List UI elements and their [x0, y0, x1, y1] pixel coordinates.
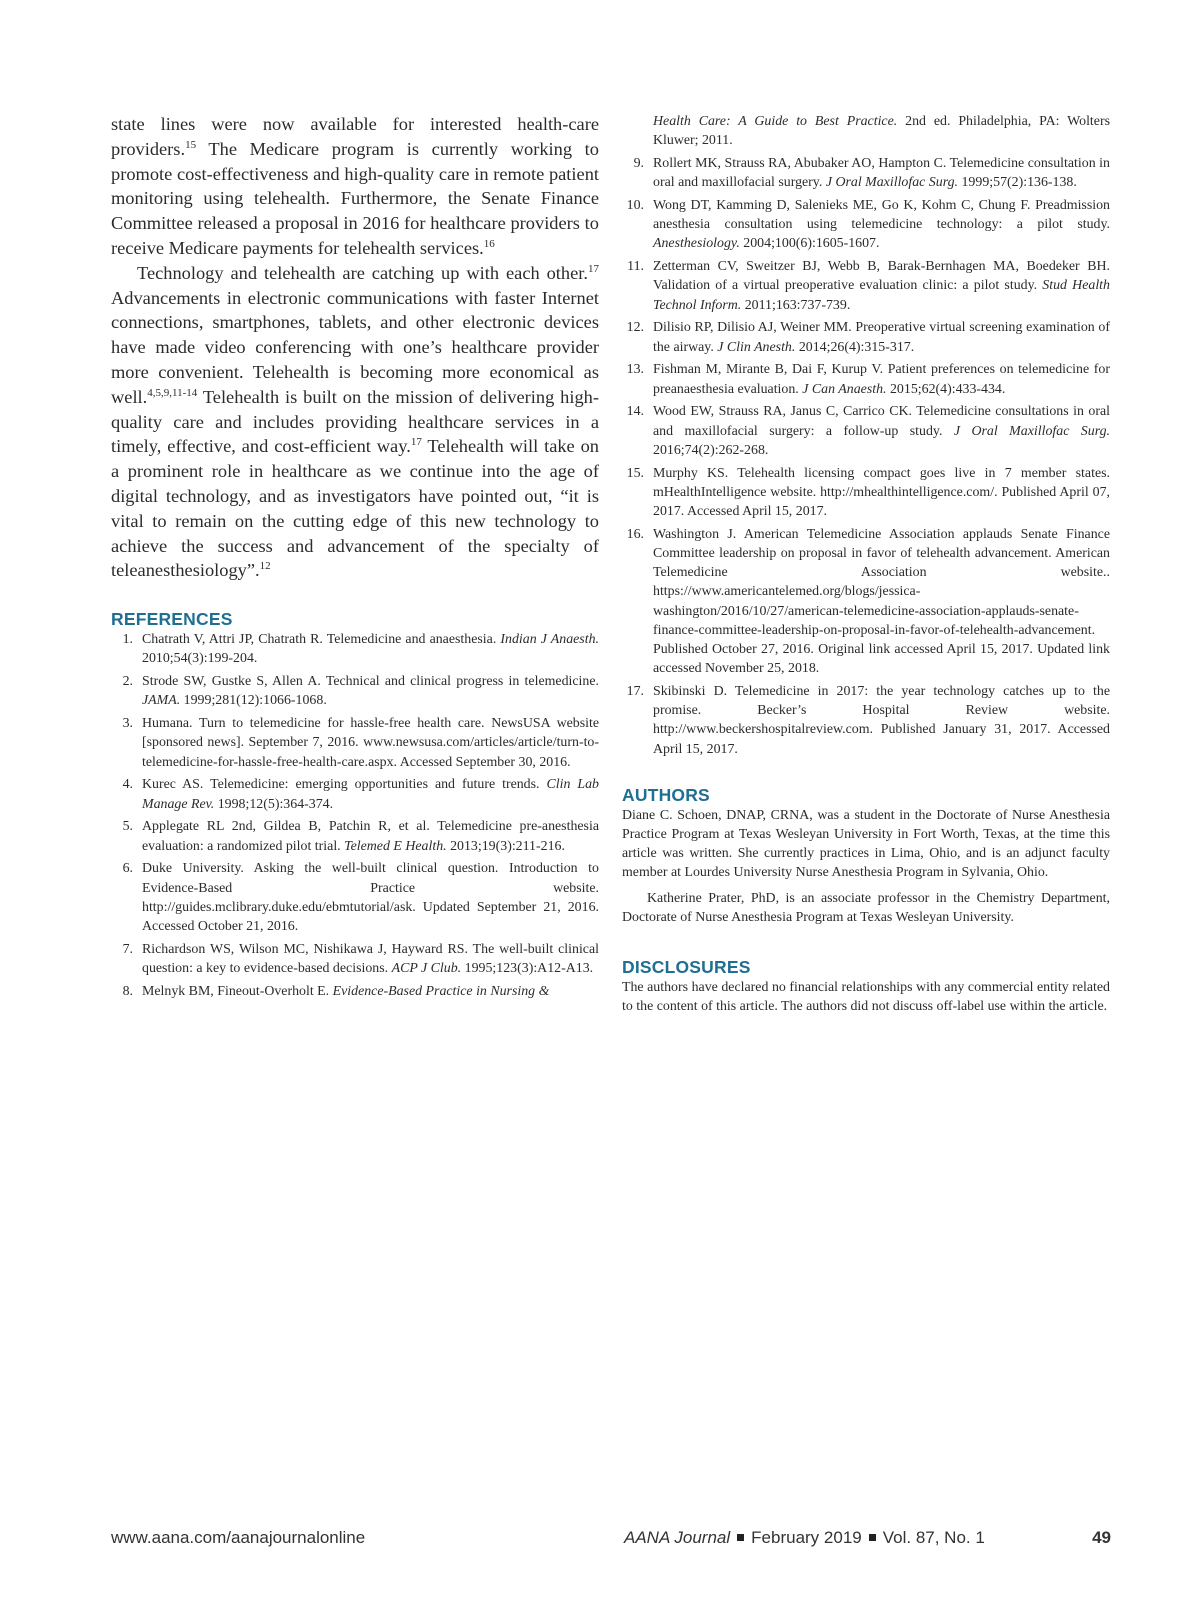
text-run: Skibinski D. Telemedicine in 2017: the year technology catches up to the promise. Becker’s Hospital Review website. http://www.beckershospitalreview.com. Published January 31, 2017. Accessed April 15, 2017. [653, 684, 1110, 757]
reference-number: 6. [122, 861, 133, 877]
left-column [111, 112, 599, 1005]
text-run: The Medicare program is currently working to promote cost-effectiveness and high-quality care in remote patient monitoring using telehealth. Furthermore, the Senate Finance Committee released a proposal in 2016 for healthcare providers to receive Medicare payments for telehealth services. [111, 138, 599, 258]
reference-number: 2. [122, 674, 133, 690]
text-run: Duke University. Asking the well-built clinical question. Introduction to Evidence-Based Practice website. http://guides.mclibrary.duke.edu/ebmtutorial/ask. Updated September 21, 2016. Accessed October 21, 2016. [142, 861, 599, 934]
reference-number: 16. [626, 526, 644, 542]
body-paragraph [111, 261, 599, 583]
citation-superscript: 12 [259, 560, 271, 573]
journal-title: JAMA. [142, 693, 181, 709]
citation-superscript: 17 [588, 262, 599, 275]
text-run: Wong DT, Kamming D, Salenieks ME, Go K, Kohm C, Chung F. Preadmission anesthesia consultation using telemedicine technology: a pilot study. [653, 198, 1110, 233]
text-run: 2004;100(6):1605-1607. [739, 236, 880, 252]
reference-item [622, 257, 1110, 315]
reference-number: 12. [626, 320, 644, 336]
reference-item [111, 940, 599, 978]
authors-heading: AUTHORS [622, 784, 710, 805]
reference-item [622, 525, 1110, 679]
text-run: 2016;74(2):262-268. [653, 442, 769, 458]
journal-title: Stud Health Technol Inform. [653, 278, 1110, 313]
disclosures-text: The authors have declared no financial relationships with any commercial entity related to the content of this article. The authors did not discuss off-label use within the article. [622, 980, 1110, 1015]
text-run: Rollert MK, Strauss RA, Abubaker AO, Hampton C. Telemedicine consultation in oral and maxillofacial surgery. [653, 156, 1110, 191]
text-run: Melnyk BM, Fineout-Overholt E. [142, 983, 333, 999]
author-bio: Diane C. Schoen, DNAP, CRNA, was a student in the Doctorate of Nurse Anesthesia Practice Program at Texas Wesleyan University in Fort Worth, Texas, at the time this article was written. She currently practices in Lima, Ohio, and is an adjunct faculty member at Lourdes University Nurse Anesthesia Program in Sylvania, Ohio. [622, 807, 1110, 881]
reference-number: 17. [626, 684, 644, 700]
reference-number: 1. [122, 632, 133, 648]
text-run: 2013;19(3):211-216. [446, 838, 565, 854]
citation-superscript: 4,5,9,11-14 [147, 386, 198, 399]
text-run: 1995;123(3):A12-A13. [461, 960, 594, 976]
volume-issue: Vol. 87, No. 1 [882, 1528, 985, 1547]
journal-url: www.aana.com/aanajournalonline [111, 1528, 366, 1547]
reference-item [111, 982, 599, 1001]
page-number: 49 [1092, 1528, 1111, 1547]
reference-number: 11. [627, 259, 644, 275]
text-run: Technology and telehealth are catching up with each other. [137, 262, 588, 283]
text-run: 2nd ed. Philadelphia, PA: Wolters Kluwer; 2011. [653, 114, 1110, 149]
text-run: 2014;26(4):315-317. [795, 339, 915, 355]
reference-number: 3. [122, 716, 133, 732]
reference-item [622, 196, 1110, 254]
reference-item [111, 672, 599, 710]
page-footer [111, 1528, 1111, 1554]
citation-superscript: 17 [410, 436, 422, 449]
text-run: state lines were now available for interested health-care providers. [111, 114, 599, 159]
body-text [111, 112, 599, 583]
text-run: Washington J. American Telemedicine Association applauds Senate Finance Committee leadership on proposal in favor of telehealth advancement. American Telemedicine Association website.. https://www.americantelemed.org/blogs/jessica-washington/2016/10/27/american-telemedicine-association-applauds-senate-finance-committee-leadership-on-proposal-in-favor-of-telehealth-advancement. Published October 27, 2016. Original link accessed April 15, 2017. Updated link accessed November 25, 2018. [653, 526, 1110, 677]
journal-title: ACP J Club. [391, 960, 462, 976]
reference-8-continuation [622, 112, 1110, 150]
text-run: Richardson WS, Wilson MC, Nishikawa J, Hayward RS. The well-built clinical question: a key to evidence-based decisions. [142, 941, 599, 976]
journal-name: AANA Journal [624, 1528, 731, 1547]
right-column [622, 112, 1110, 1016]
reference-item [111, 817, 599, 855]
reference-item [111, 775, 599, 813]
text-run: Chatrath V, Attri JP, Chatrath R. Telemedicine and anaesthesia. [142, 632, 501, 648]
square-bullet-icon [869, 1534, 876, 1541]
author-bio: Katherine Prater, PhD, is an associate professor in the Chemistry Department, Doctorate of Nurse Anesthesia Program at Texas Wesleyan University. [622, 890, 1110, 925]
text-run: 2011;163:737-739. [741, 297, 851, 313]
text-run: Fishman M, Mirante B, Dai F, Kurup V. Patient preferences on telemedicine for preanaesthesia evaluation. [653, 362, 1110, 397]
text-run: Strode SW, Gustke S, Allen A. Technical and clinical progress in telemedicine. [142, 674, 599, 690]
journal-title: J Clin Anesth. [717, 339, 796, 355]
text-run: 1999;57(2):136-138. [958, 175, 1077, 191]
text-run: Applegate RL 2nd, Gildea B, Patchin R, et al. Telemedicine pre-anesthesia evaluation: a randomized pilot trial. [142, 819, 599, 854]
text-run: 2015;62(4):433-434. [886, 381, 1006, 397]
reference-number: 5. [122, 819, 133, 835]
text-run: Advancements in electronic communications with faster Internet connections, smartphones, tablets, and other electronic devices have made video conferencing with one’s healthcare provider more convenient. Telehealth is becoming more economical as well. [111, 287, 599, 407]
references-list-left [111, 630, 599, 1001]
text-run: 2010;54(3):199-204. [142, 651, 258, 667]
journal-title: Evidence-Based Practice in Nursing & [332, 983, 550, 999]
citation-superscript: 16 [483, 237, 495, 250]
journal-title: J Can Anaesth. [802, 381, 887, 397]
text-run: Murphy KS. Telehealth licensing compact goes live in 7 member states. mHealthIntelligence website. http://mhealthintelligence.com/. Published April 07, 2017. Accessed April 15, 2017. [653, 465, 1110, 520]
reference-item [622, 464, 1110, 522]
reference-number: 10. [626, 198, 644, 213]
journal-issue-info [624, 1528, 985, 1548]
reference-number: 15. [626, 465, 644, 481]
reference-number: 14. [626, 404, 644, 420]
reference-number: 4. [122, 777, 133, 793]
square-bullet-icon [737, 1534, 744, 1541]
reference-item [622, 154, 1110, 192]
text-run: Kurec AS. Telemedicine: emerging opportunities and future trends. [142, 777, 547, 793]
reference-item [111, 859, 599, 936]
disclosures-heading: DISCLOSURES [622, 957, 751, 978]
citation-superscript: 15 [185, 138, 197, 151]
authors-section [622, 806, 1110, 927]
reference-item [622, 360, 1110, 398]
journal-title: Indian J Anaesth. [500, 632, 599, 648]
text-run: 1998;12(5):364-374. [214, 796, 334, 812]
journal-title: J Oral Maxillofac Surg. [953, 423, 1111, 439]
journal-title: Telemed E Health. [344, 838, 447, 854]
text-run: 1999;281(12):1066-1068. [180, 693, 327, 709]
text-run: Dilisio RP, Dilisio AJ, Weiner MM. Preoperative virtual screening examination of the airway. [653, 320, 1110, 355]
reference-number: 7. [122, 941, 133, 957]
reference-number: 9. [633, 156, 644, 171]
reference-item [111, 630, 599, 668]
reference-item [111, 714, 599, 772]
text-run: Telehealth is built on the mission of delivering high-quality care and includes providing healthcare services in a timely, effective, and cost-efficient way. [111, 386, 599, 457]
journal-title: J Oral Maxillofac Surg. [825, 175, 959, 191]
issue-date: February 2019 [751, 1528, 862, 1547]
text-run: Zetterman CV, Sweitzer BJ, Webb B, Barak-Bernhagen MA, Boedeker BH. Validation of a virtual preoperative evaluation clinic: a pilot study. [653, 259, 1110, 294]
reference-item [622, 402, 1110, 460]
text-run: Wood EW, Strauss RA, Janus C, Carrico CK. Telemedicine consultations in oral and maxillofacial surgery: a follow-up study. [653, 404, 1110, 439]
text-run: Humana. Turn to telemedicine for hassle-free health care. NewsUSA website [sponsored news]. September 7, 2016. www.newsusa.com/articles/article/turn-to-telemedicine-for-hassle-free-health-care.aspx. Accessed September 30, 2016. [142, 716, 599, 770]
references-list-right [622, 154, 1110, 759]
body-paragraph [111, 112, 599, 261]
reference-number: 8. [122, 983, 133, 999]
reference-item [622, 682, 1110, 759]
reference-item [622, 318, 1110, 356]
text-run: Telehealth will take on a prominent role in healthcare as we continue into the age of digital technology, and as investigators have pointed out, “it is vital to remain on the cutting edge of this new technology to achieve the success and advancement of the specialty of teleanesthesiology”. [111, 436, 599, 581]
journal-title: Clin Lab Manage Rev. [142, 777, 599, 812]
journal-title: Anesthesiology. [653, 236, 740, 252]
journal-title: Health Care: A Guide to Best Practice. [653, 114, 898, 129]
reference-number: 13. [626, 362, 644, 378]
references-heading: REFERENCES [111, 609, 233, 630]
